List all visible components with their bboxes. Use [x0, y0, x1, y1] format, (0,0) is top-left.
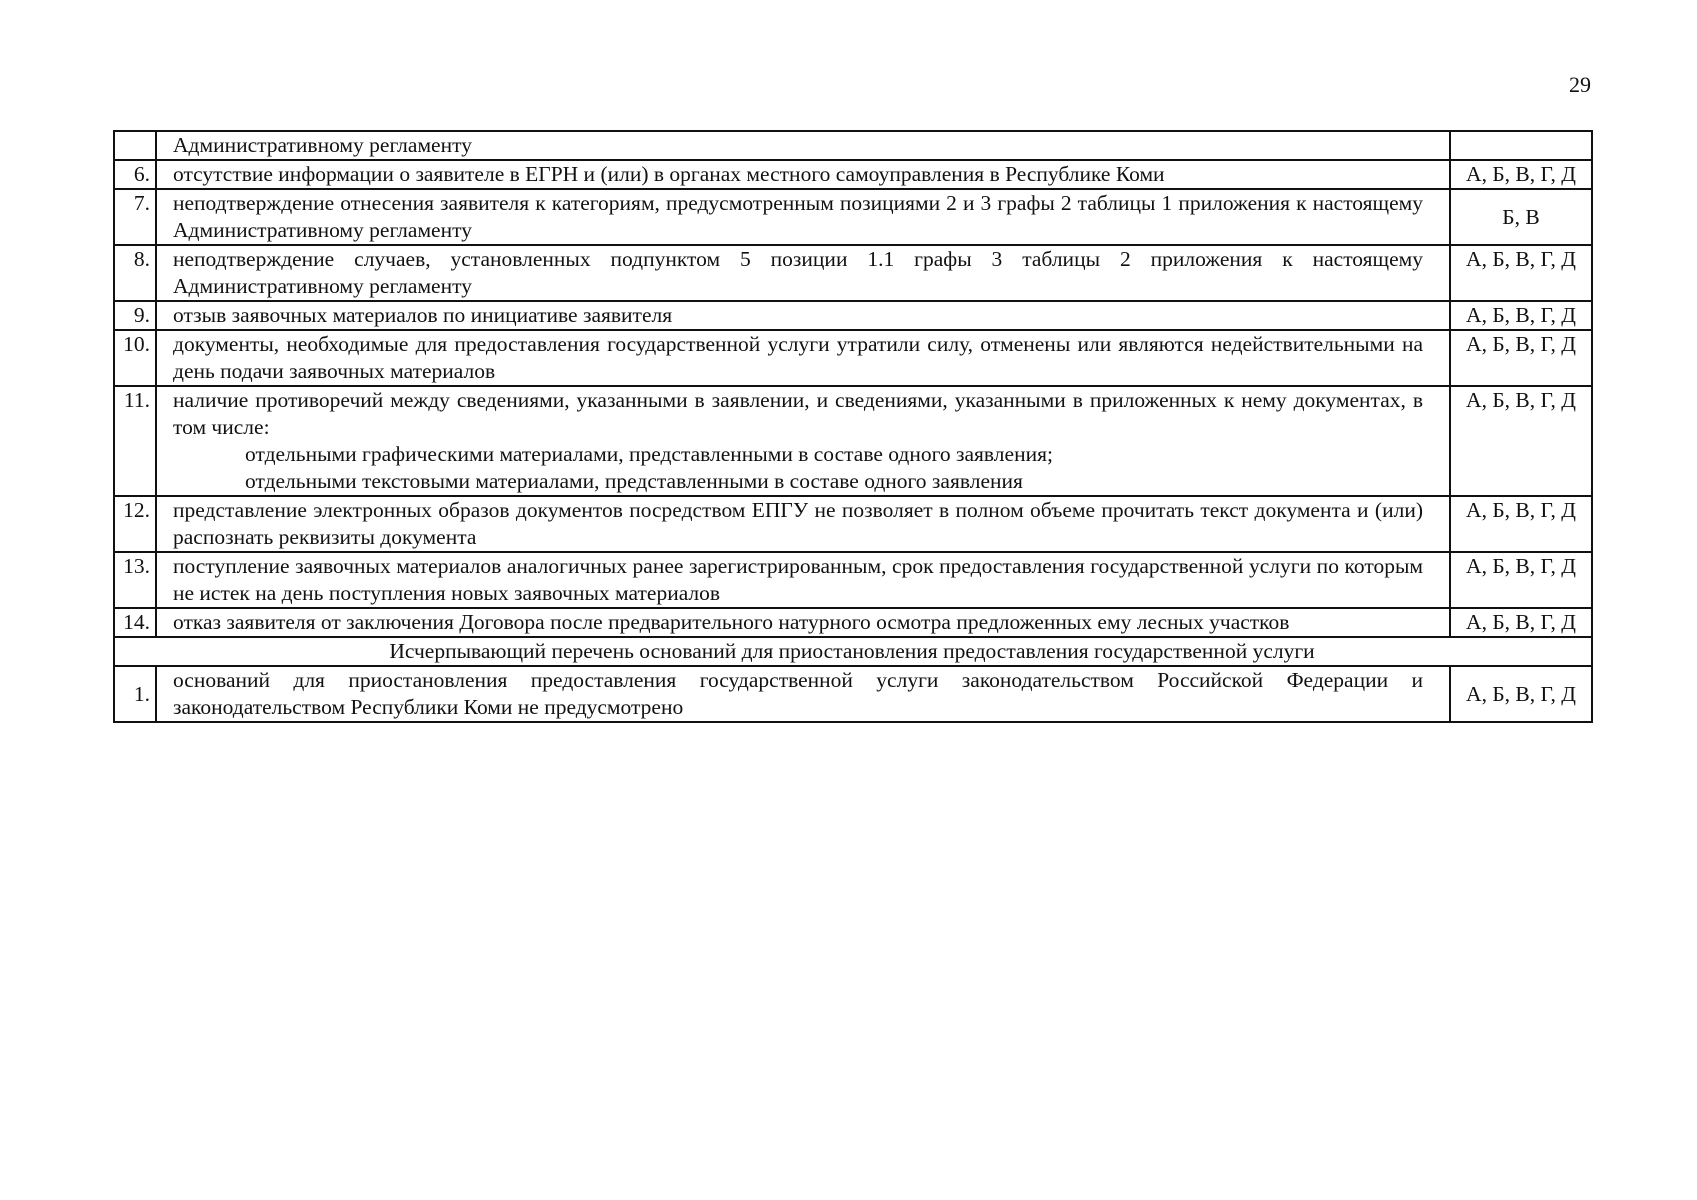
row-text: оснований для приостановления предоставления государственной услуги законодательством Российской Федерации и законодательством Республики Коми не предусмотрено — [156, 666, 1450, 722]
row-text: документы, необходимые для предоставления государственной услуги утратили силу, отменены или являются недействительными на день подачи заявочных материалов — [156, 330, 1450, 386]
section-heading-row — [114, 637, 1592, 666]
row-text: отказ заявителя от заключения Договора после предварительного натурного осмотра предложенных ему лесных участков — [156, 608, 1450, 637]
grounds-table — [113, 130, 1593, 723]
table-row — [114, 330, 1592, 386]
row-number: 12. — [114, 496, 156, 552]
row-text: поступление заявочных материалов аналогичных ранее зарегистрированным, срок предоставления государственной услуги по которым не истек на день поступления новых заявочных материалов — [156, 552, 1450, 608]
row-number: 13. — [114, 552, 156, 608]
row-number — [114, 131, 156, 160]
table-row — [114, 552, 1592, 608]
row-codes: А, Б, В, Г, Д — [1450, 245, 1592, 301]
row-text-block — [156, 386, 1450, 496]
row-text: неподтверждение отнесения заявителя к категориям, предусмотренным позициями 2 и 3 графы 2 таблицы 1 приложения к настоящему Административному регламенту — [156, 189, 1450, 245]
row-number: 11. — [114, 386, 156, 496]
table-row — [114, 496, 1592, 552]
table-row — [114, 666, 1592, 722]
row-number: 7. — [114, 189, 156, 245]
row-text: неподтверждение случаев, установленных подпунктом 5 позиции 1.1 графы 3 таблицы 2 приложения к настоящему Административному регламенту — [156, 245, 1450, 301]
row-subitem: отдельными графическими материалами, представленными в составе одного заявления; — [245, 442, 1053, 466]
table-row — [114, 160, 1592, 189]
row-codes: А, Б, В, Г, Д — [1450, 608, 1592, 637]
row-codes — [1450, 131, 1592, 160]
table-row — [114, 608, 1592, 637]
row-codes: А, Б, В, Г, Д — [1450, 160, 1592, 189]
row-text: наличие противоречий между сведениями, указанными в заявлении, и сведениями, указанными в приложенных к нему документах, в том числе: — [173, 388, 1423, 439]
row-codes: А, Б, В, Г, Д — [1450, 496, 1592, 552]
page-number: 29 — [1569, 72, 1591, 97]
row-codes: А, Б, В, Г, Д — [1450, 330, 1592, 386]
table-row — [114, 386, 1592, 496]
row-codes: А, Б, В, Г, Д — [1450, 301, 1592, 330]
row-codes: Б, В — [1450, 189, 1592, 245]
row-text: отсутствие информации о заявителе в ЕГРН и (или) в органах местного самоуправления в Республике Коми — [156, 160, 1450, 189]
table-row — [114, 301, 1592, 330]
row-codes: А, Б, В, Г, Д — [1450, 386, 1592, 496]
row-subitem: отдельными текстовыми материалами, представленными в составе одного заявления — [245, 469, 1023, 493]
row-number: 14. — [114, 608, 156, 637]
row-number: 6. — [114, 160, 156, 189]
row-number: 10. — [114, 330, 156, 386]
row-number: 9. — [114, 301, 156, 330]
row-text: Административному регламенту — [156, 131, 1450, 160]
table-row — [114, 245, 1592, 301]
row-text: представление электронных образов документов посредством ЕПГУ не позволяет в полном объеме прочитать текст документа и (или) распознать реквизиты документа — [156, 496, 1450, 552]
table-row — [114, 131, 1592, 160]
row-text: отзыв заявочных материалов по инициативе заявителя — [156, 301, 1450, 330]
row-codes: А, Б, В, Г, Д — [1450, 666, 1592, 722]
table-row — [114, 189, 1592, 245]
row-number: 8. — [114, 245, 156, 301]
row-number: 1. — [114, 666, 156, 722]
row-codes: А, Б, В, Г, Д — [1450, 552, 1592, 608]
section-heading: Исчерпывающий перечень оснований для приостановления предоставления государственной услуги — [114, 637, 1592, 666]
